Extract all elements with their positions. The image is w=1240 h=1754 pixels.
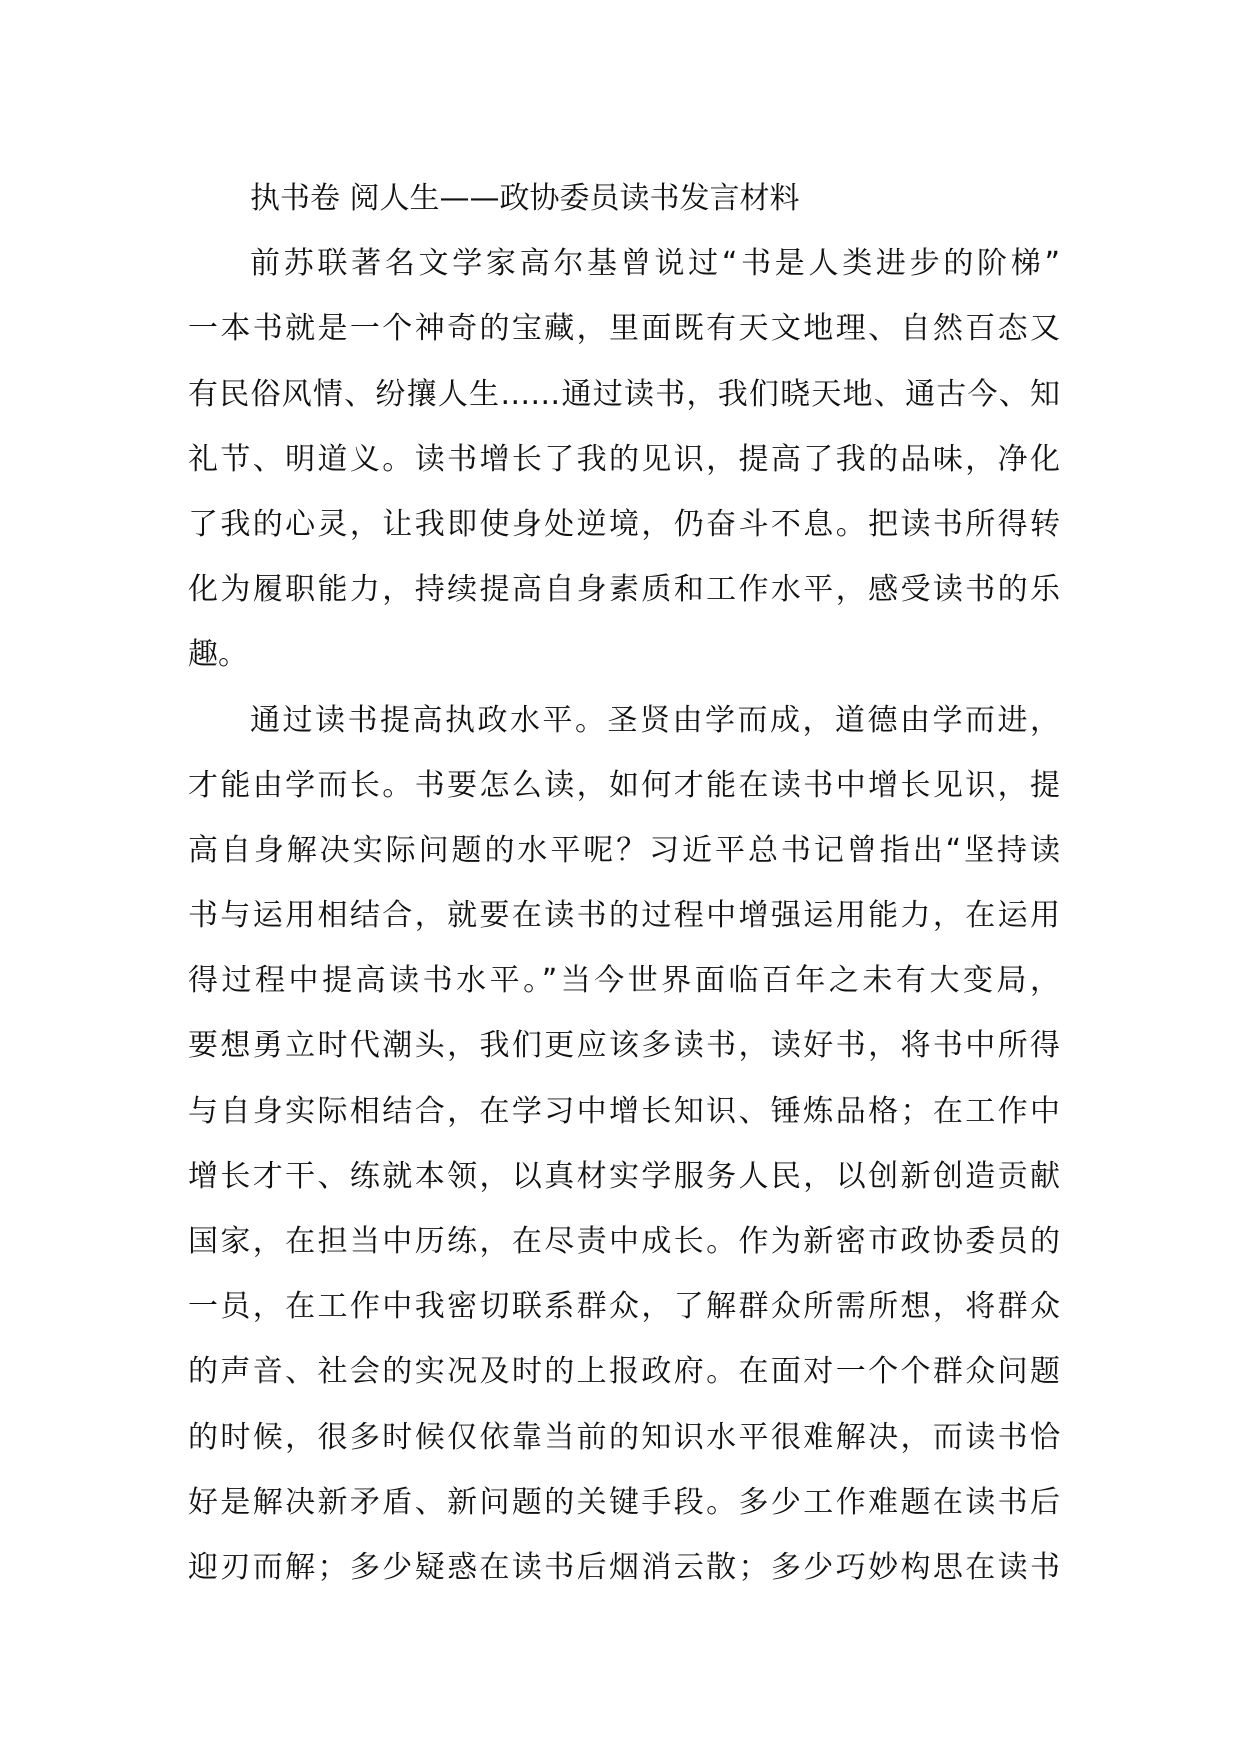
- paragraph-line: 化为履职能力，持续提高自身素质和工作水平，感受读书的乐: [188, 572, 1060, 608]
- paragraph-line: 与自身实际相结合，在学习中增长知识、锤炼品格；在工作中: [188, 1093, 1060, 1129]
- document-body: [188, 166, 1060, 1600]
- paragraph-line: 趣。: [188, 637, 248, 673]
- paragraph-1: [188, 231, 1060, 687]
- paragraph-line: 的声音、社会的实况及时的上报政府。在面对一个个群众问题: [188, 1354, 1060, 1390]
- paragraph-line: 得过程中提高读书水平。”当今世界面临百年之未有大变局，: [188, 963, 1060, 999]
- paragraph-line: 一员，在工作中我密切联系群众，了解群众所需所想，将群众: [188, 1289, 1060, 1325]
- paragraph-line: 才能由学而长。书要怎么读，如何才能在读书中增长见识，提: [188, 767, 1060, 803]
- paragraph-line: 增长才干、练就本领，以真材实学服务人民，以创新创造贡献: [188, 1158, 1060, 1194]
- paragraph-2: [188, 688, 1060, 1601]
- paragraph-line: 高自身解决实际问题的水平呢？习近平总书记曾指出“坚持读: [188, 832, 1060, 868]
- paragraph-line: 通过读书提高执政水平。圣贤由学而成，道德由学而进，: [250, 702, 1060, 738]
- paragraph-line: 了我的心灵，让我即使身处逆境，仍奋斗不息。把读书所得转: [188, 506, 1060, 542]
- paragraph-line: 的时候，很多时候仅依靠当前的知识水平很难解决，而读书恰: [188, 1419, 1060, 1455]
- paragraph-line: 好是解决新矛盾、新问题的关键手段。多少工作难题在读书后: [188, 1484, 1060, 1520]
- paragraph-line: 有民俗风情、纷攘人生……通过读书，我们晓天地、通古今、知: [188, 376, 1060, 412]
- paragraph-line: 迎刃而解；多少疑惑在读书后烟消云散；多少巧妙构思在读书: [188, 1549, 1060, 1585]
- paragraph-line: 书与运用相结合，就要在读书的过程中增强运用能力，在运用: [188, 898, 1060, 934]
- paragraph-line: 前苏联著名文学家高尔基曾说过“书是人类进步的阶梯”: [250, 246, 1060, 282]
- document-title: 执书卷 阅人生——政协委员读书发言材料: [250, 181, 800, 216]
- paragraph-line: 要想勇立时代潮头，我们更应该多读书，读好书，将书中所得: [188, 1028, 1060, 1064]
- paragraph-line: 一本书就是一个神奇的宝藏，里面既有天文地理、自然百态又: [188, 311, 1060, 347]
- paragraph-line: 礼节、明道义。读书增长了我的见识，提高了我的品味，净化: [188, 441, 1060, 477]
- paragraph-line: 国家，在担当中历练，在尽责中成长。作为新密市政协委员的: [188, 1224, 1060, 1259]
